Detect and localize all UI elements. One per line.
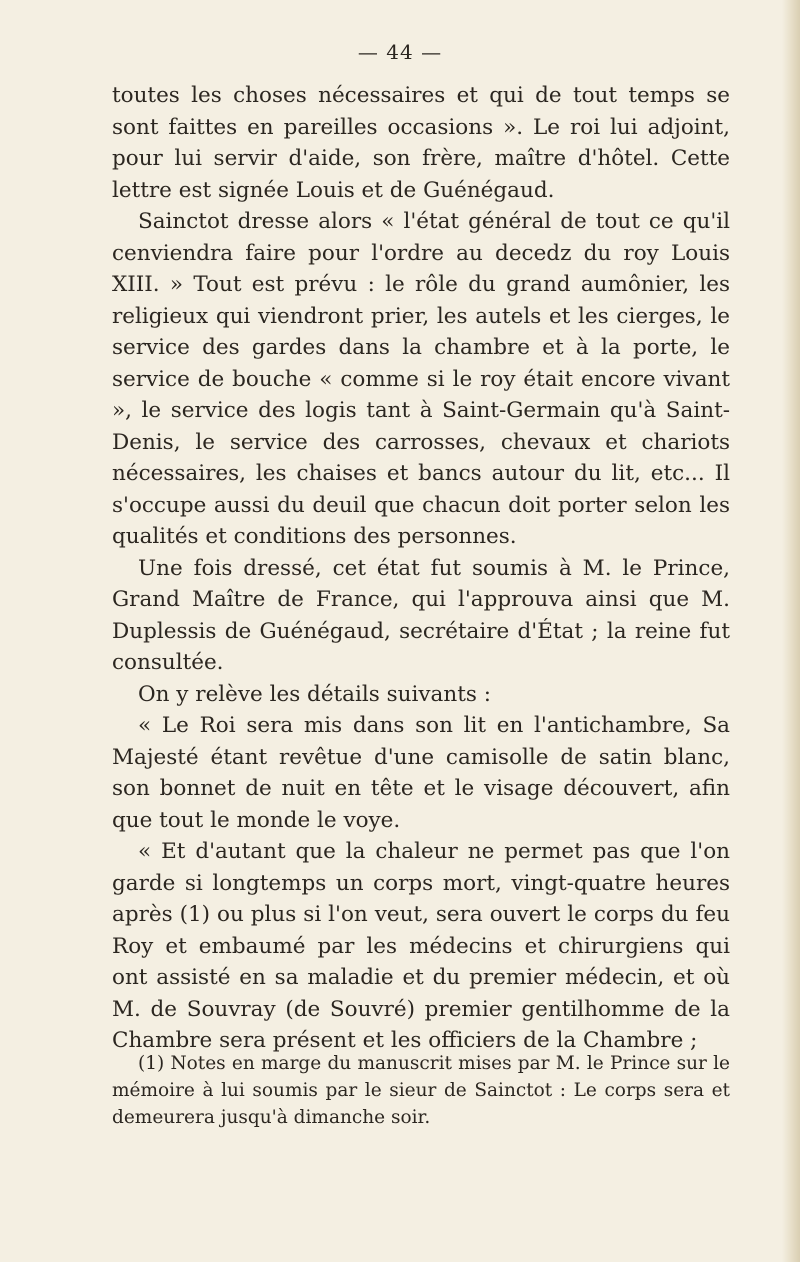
paragraph: « Et d'autant que la chaleur ne permet pas que l'on garde si longtemps un corps mort, vingt-quatre heures après (1) ou plus si l'on veut, sera ouvert le corps du feu Roy et embaumé par les médecins et chirurgiens qui ont assisté en sa maladie et du premier médecin, et où M. de Souvray (de Souvré) premier gentilhomme de la Chambre sera présent et les officiers de la Chambre ; xyxy=(112,839,730,1053)
paragraph: On y relève les détails suivants : xyxy=(138,681,491,707)
paragraph: Sainctot dresse alors « l'état général de tout ce qu'il cenviendra faire pour l'ordre au decedz du roy Louis XIII. » Tout est prévu : le rôle du grand aumônier, les religieux qui viendront prier, les autels et les cierges, le service des gardes dans la chambre et à la porte, le service de bouche « comme si le roy était encore vivant », le service des logis tant à Saint-Germain qu'à Saint-Denis, le service des carrosses, chevaux et chariots nécessaires, les chaises et bancs autour du lit, etc... Il s'occupe aussi du deuil que chacun doit porter selon les qualités et conditions des personnes. xyxy=(112,209,730,549)
footnote: (1) Notes en marge du manuscrit mises par M. le Prince sur le mémoire à lui soumis par le sieur de Sainctot : Le corps sera et demeurera jusqu'à dimanche soir. xyxy=(112,1053,730,1128)
page-edge-shadow xyxy=(782,0,800,1262)
main-text xyxy=(112,80,730,1057)
paragraph: Une fois dressé, cet état fut soumis à M. le Prince, Grand Maître de France, qui l'approuva ainsi que M. Duplessis de Guénégaud, secrétaire d'État ; la reine fut consultée. xyxy=(112,555,730,675)
paragraph: toutes les choses nécessaires et qui de tout temps se sont faittes en pareilles occasions ». Le roi lui adjoint, pour lui servir d'aide, son frère, maître d'hôtel. Cette lettre est signée Louis et de Guénégaud. xyxy=(112,83,730,203)
page-number: — 44 — xyxy=(357,40,443,64)
paragraph: « Le Roi sera mis dans son lit en l'antichambre, Sa Majesté étant revêtue d'une camisolle de satin blanc, son bonnet de nuit en tête et le visage découvert, afin que tout le monde le voye. xyxy=(112,713,730,833)
